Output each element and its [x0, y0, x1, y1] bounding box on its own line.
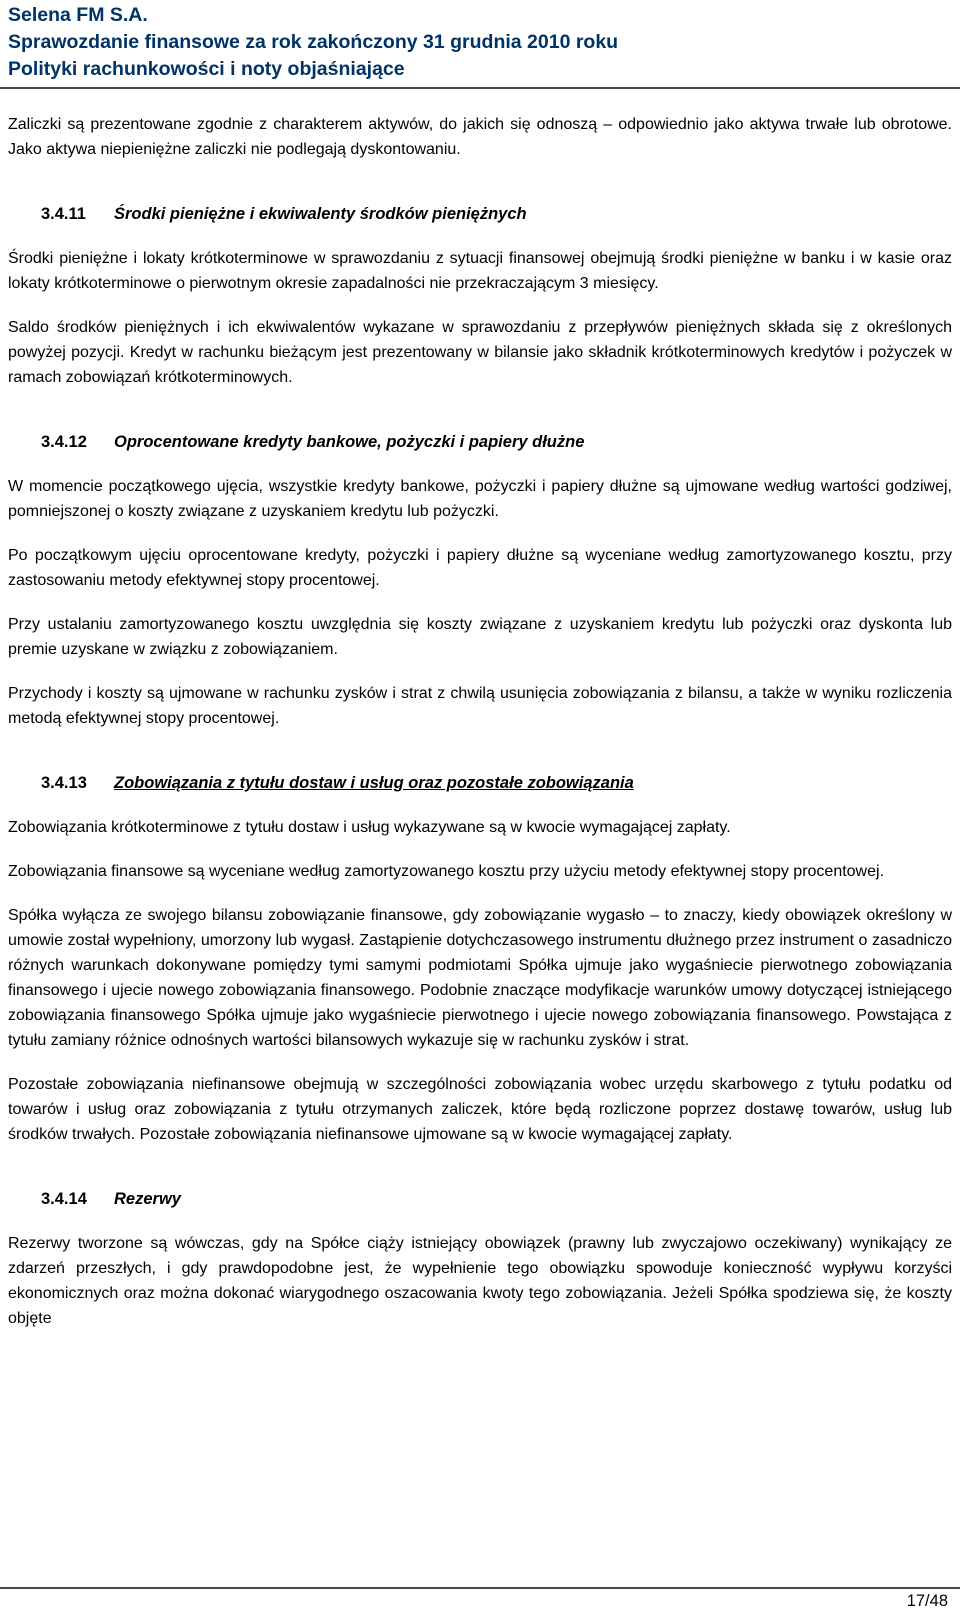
company-name: Selena FM S.A. [8, 4, 148, 26]
paragraph: W momencie początkowego ujęcia, wszystkie kredyty bankowe, pożyczki i papiery dłużne są ujmowane według wartości godziwej, pomniejszonej o koszty związane z uzyskaniem kredytu lub pożyczki. [8, 478, 952, 520]
paragraph: Rezerwy tworzone są wówczas, gdy na Spółce ciąży istniejący obowiązek (prawny lub zwyczajowo oczekiwany) wynikający ze zdarzeń przeszłych, i gdy prawdopodobne jest, że wypełnienie tego obowiązku spowoduje konieczność wypływu korzyści ekonomicznych oraz można dokonać wiarygodnego oszacowania kwoty tego zobowiązania. Jeżeli Spółka spodziewa się, że koszty objęte [8, 1235, 952, 1327]
document-header [8, 2, 952, 83]
section-number: 3.4.13 [41, 774, 87, 792]
section-title: Oprocentowane kredyty bankowe, pożyczki i papiery dłużne [114, 433, 585, 451]
section-number: 3.4.14 [41, 1190, 87, 1208]
section-title: Zobowiązania z tytułu dostaw i usług oraz pozostałe zobowiązania [114, 774, 634, 792]
document-body [8, 112, 952, 1331]
paragraph: Spółka wyłącza ze swojego bilansu zobowiązanie finansowe, gdy zobowiązanie wygasło – to znaczy, kiedy obowiązek określony w umowie został wypełniony, umorzony lub wygasł. Zastąpienie dotychczasowego instrumentu dłużnego przez instrument o zasadniczo różnych warunkach dokonywane pomiędzy tymi samymi podmiotami Spółka ujmuje jako wygaśniecie pierwotnego zobowiązania finansowego i ujecie nowego zobowiązania finansowego. Podobnie znaczące modyfikacje warunków umowy dotyczącej istniejącego zobowiązania finansowego Spółka ujmuje jako wygaśniecie pierwotnego i ujecie nowego zobowiązania finansowego. Powstająca z tytułu zamiany różnice odnośnych wartości bilansowych wykazuje się w rachunku zysków i strat. [8, 907, 952, 1049]
section-heading-3-4-13 [8, 771, 952, 796]
report-subtitle: Polityki rachunkowości i noty objaśniające [8, 58, 405, 80]
paragraph: Zaliczki są prezentowane zgodnie z charakterem aktywów, do jakich się odnoszą – odpowiednio jako aktywa trwałe lub obrotowe. Jako aktywa niepieniężne zaliczki nie podlegają dyskontowaniu. [8, 116, 952, 158]
section-heading-3-4-12 [8, 430, 952, 455]
paragraph: Zobowiązania krótkoterminowe z tytułu dostaw i usług wykazywane są w kwocie wymagającej zapłaty. [8, 819, 731, 836]
paragraph: Po początkowym ujęciu oprocentowane kredyty, pożyczki i papiery dłużne są wyceniane według zamortyzowanego kosztu, przy zastosowaniu metody efektywnej stopy procentowej. [8, 547, 952, 589]
section-title: Rezerwy [114, 1190, 181, 1208]
paragraph: Saldo środków pieniężnych i ich ekwiwalentów wykazane w sprawozdaniu z przepływów pieniężnych składa się z określonych powyżej pozycji. Kredyt w rachunku bieżącym jest prezentowany w bilansie jako składnik krótkoterminowych kredytów i pożyczek w ramach zobowiązań krótkoterminowych. [8, 319, 952, 386]
section-heading-3-4-11 [8, 202, 952, 227]
paragraph: Przychody i koszty są ujmowane w rachunku zysków i strat z chwilą usunięcia zobowiązania z bilansu, a także w wyniku rozliczenia metodą efektywnej stopy procentowej. [8, 685, 952, 727]
section-heading-3-4-14 [8, 1187, 952, 1212]
paragraph: Zobowiązania finansowe są wyceniane według zamortyzowanego kosztu przy użyciu metody efektywnej stopy procentowej. [8, 863, 885, 880]
section-title: Środki pieniężne i ekwiwalenty środków pieniężnych [114, 205, 527, 223]
paragraph: Przy ustalaniu zamortyzowanego kosztu uwzględnia się koszty związane z uzyskaniem kredytu lub pożyczki oraz dyskonta lub premie uzyskane w związku z zobowiązaniem. [8, 616, 952, 658]
report-title: Sprawozdanie finansowe za rok zakończony 31 grudnia 2010 roku [8, 31, 619, 53]
paragraph: Środki pieniężne i lokaty krótkoterminowe w sprawozdaniu z sytuacji finansowej obejmują środki pieniężne w banku i w kasie oraz lokaty krótkoterminowe o pierwotnym okresie zapadalności nie przekraczającym 3 miesięcy. [8, 250, 952, 292]
paragraph: Pozostałe zobowiązania niefinansowe obejmują w szczególności zobowiązania wobec urzędu skarbowego z tytułu podatku od towarów i usług oraz zobowiązania z tytułu otrzymanych zaliczek, które będą rozliczone poprzez dostawę towarów, usług lub środków trwałych. Pozostałe zobowiązania niefinansowe ujmowane są w kwocie wymagającej zapłaty. [8, 1076, 952, 1143]
section-number: 3.4.11 [41, 205, 86, 223]
section-number: 3.4.12 [41, 433, 87, 451]
footer-divider [0, 1587, 960, 1589]
page-number: 17/48 [906, 1592, 948, 1610]
header-divider [0, 87, 960, 89]
